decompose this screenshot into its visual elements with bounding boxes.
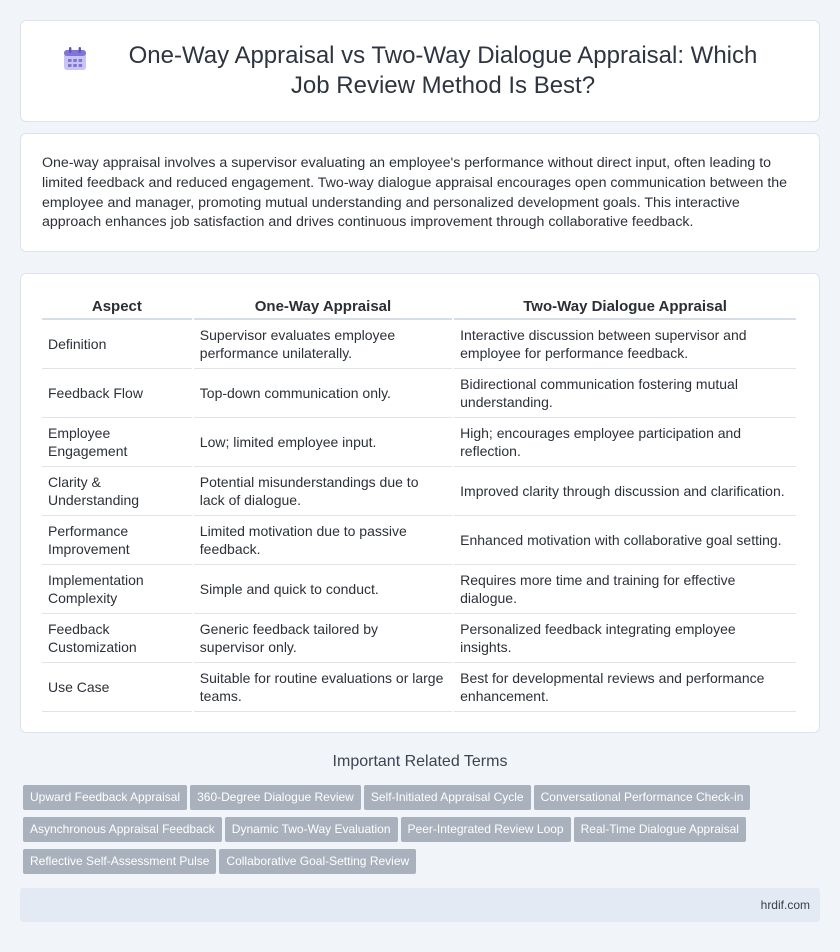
related-terms-heading: Important Related Terms	[332, 753, 508, 770]
two-way-cell: Enhanced motivation with collaborative goal setting.	[454, 516, 796, 565]
one-way-cell: Top-down communication only.	[194, 369, 452, 418]
table-row	[42, 614, 796, 663]
page-title: One-Way Appraisal vs Two-Way Dialogue Appraisal: Which Job Review Method Is Best?	[128, 42, 758, 99]
header-one-way: One-Way Appraisal	[194, 288, 452, 320]
aspect-cell: Feedback Flow	[42, 369, 192, 418]
table-row	[42, 467, 796, 516]
one-way-cell: Supervisor evaluates employee performance unilaterally.	[194, 320, 452, 369]
two-way-cell: Personalized feedback integrating employee insights.	[454, 614, 796, 663]
related-term-tag[interactable]: Self-Initiated Appraisal Cycle	[364, 785, 531, 810]
related-term-tag[interactable]: Peer-Integrated Review Loop	[401, 817, 571, 842]
related-term-tag[interactable]: Upward Feedback Appraisal	[23, 785, 187, 810]
related-term-tag[interactable]: Conversational Performance Check-in	[534, 785, 751, 810]
aspect-cell: Clarity & Understanding	[42, 467, 192, 516]
table-row	[42, 369, 796, 418]
related-term-tag[interactable]: Real-Time Dialogue Appraisal	[574, 817, 746, 842]
related-term-tag[interactable]: Reflective Self-Assessment Pulse	[23, 849, 216, 874]
related-term-tag[interactable]: Asynchronous Appraisal Feedback	[23, 817, 222, 842]
table-row	[42, 418, 796, 467]
two-way-cell: Best for developmental reviews and performance enhancement.	[454, 663, 796, 712]
comparison-card	[20, 273, 820, 733]
one-way-cell: Low; limited employee input.	[194, 418, 452, 467]
header-aspect: Aspect	[42, 288, 192, 320]
footer	[20, 888, 820, 922]
two-way-cell: High; encourages employee participation and reflection.	[454, 418, 796, 467]
table-row	[42, 320, 796, 369]
two-way-cell: Improved clarity through discussion and clarification.	[454, 467, 796, 516]
related-term-tag[interactable]: Dynamic Two-Way Evaluation	[225, 817, 398, 842]
one-way-cell: Generic feedback tailored by supervisor only.	[194, 614, 452, 663]
table-header-row	[42, 288, 796, 320]
intro-paragraph: One-way appraisal involves a supervisor evaluating an employee's performance without direct input, often leading to limited feedback and reduced engagement. Two-way dialogue appraisal encourages open communication between the employee and manager, promoting mutual understanding and personalized development goals. This interactive approach enhances job satisfaction and drives continuous improvement through collaborative feedback.	[42, 155, 788, 231]
table-row	[42, 663, 796, 712]
one-way-cell: Potential misunderstandings due to lack of dialogue.	[194, 467, 452, 516]
one-way-cell: Limited motivation due to passive feedback.	[194, 516, 452, 565]
aspect-cell: Feedback Customization	[42, 614, 192, 663]
related-terms-tags	[23, 785, 823, 881]
table-row	[42, 516, 796, 565]
aspect-cell: Implementation Complexity	[42, 565, 192, 614]
footer-site-link[interactable]: hrdif.com	[760, 898, 810, 912]
related-term-tag[interactable]: Collaborative Goal-Setting Review	[219, 849, 416, 874]
comparison-table	[40, 288, 798, 712]
calendar-icon	[61, 45, 89, 73]
header-two-way: Two-Way Dialogue Appraisal	[454, 288, 796, 320]
related-term-tag[interactable]: 360-Degree Dialogue Review	[190, 785, 361, 810]
aspect-cell: Employee Engagement	[42, 418, 192, 467]
aspect-cell: Performance Improvement	[42, 516, 192, 565]
table-row	[42, 565, 796, 614]
two-way-cell: Requires more time and training for effective dialogue.	[454, 565, 796, 614]
aspect-cell: Definition	[42, 320, 192, 369]
one-way-cell: Simple and quick to conduct.	[194, 565, 452, 614]
title-card	[20, 20, 820, 122]
one-way-cell: Suitable for routine evaluations or large teams.	[194, 663, 452, 712]
aspect-cell: Use Case	[42, 663, 192, 712]
two-way-cell: Bidirectional communication fostering mutual understanding.	[454, 369, 796, 418]
two-way-cell: Interactive discussion between supervisor and employee for performance feedback.	[454, 320, 796, 369]
intro-card	[20, 133, 820, 252]
